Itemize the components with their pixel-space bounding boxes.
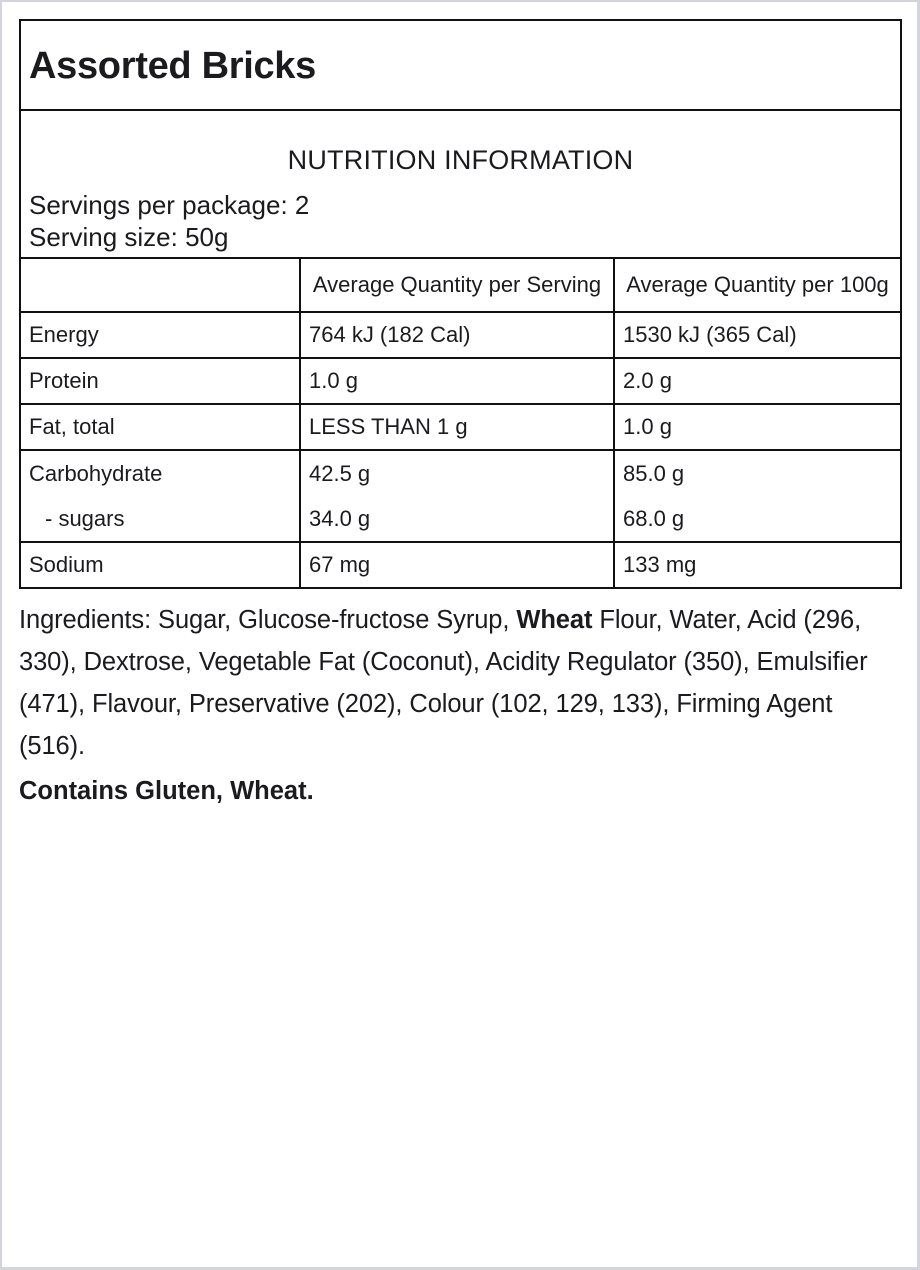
nutrition-heading: NUTRITION INFORMATION (287, 145, 634, 175)
column-header-per-serving: Average Quantity per Serving (300, 258, 614, 312)
servings-per-package: Servings per package: 2 (29, 190, 310, 220)
per-100g-value: 85.0 g (623, 461, 685, 486)
nutrition-panel (19, 111, 902, 589)
column-header-nutrient (21, 258, 300, 312)
table-row-sodium (21, 542, 900, 587)
nutrient-name-cell (21, 450, 300, 542)
ingredients-allergen-bold: Wheat (516, 606, 593, 634)
serving-info (21, 173, 900, 257)
per-serving-value: 67 mg (300, 542, 614, 587)
per-serving-value: LESS THAN 1 g (300, 404, 614, 450)
nutrient-name: Carbohydrate (29, 461, 163, 486)
allergen-statement: Contains Gluten, Wheat. (19, 777, 314, 805)
ingredients-text (19, 599, 902, 767)
table-row-protein (21, 358, 900, 404)
sub-nutrient-name: - sugars (45, 506, 125, 531)
ingredients-prefix: Ingredients: Sugar, Glucose-fructose Syrup, (19, 606, 517, 634)
per-serving-value: 42.5 g (309, 461, 371, 486)
per-100g-value: 1530 kJ (365 Cal) (614, 312, 900, 358)
table-row-carbohydrate (21, 450, 900, 542)
table-row-fat-total (21, 404, 900, 450)
per-serving-value: 1.0 g (300, 358, 614, 404)
table-row-energy (21, 312, 900, 358)
table-header-row (21, 258, 900, 312)
nutrition-label-panel (19, 19, 902, 809)
title-box (19, 19, 902, 111)
per-100g-value: 133 mg (614, 542, 900, 587)
per-100g-value: 1.0 g (614, 404, 900, 450)
per-serving-value: 764 kJ (182 Cal) (300, 312, 614, 358)
product-title: Assorted Bricks (29, 44, 316, 87)
nutrient-name: Protein (21, 358, 300, 404)
nutrient-name: Sodium (21, 542, 300, 587)
per-serving-cell (300, 450, 614, 542)
nutrient-name: Energy (21, 312, 300, 358)
ingredients-suffix: Flour, Water, Acid (296, 330), Dextrose, Vegetable Fat (Coconut), Acidity Regulator (350), Emulsifier (471), Flavour, Preservative (202), Colour (102, 129, 133), Firming Agent (516). (19, 606, 868, 760)
sub-per-100g-value: 68.0 g (623, 506, 685, 531)
serving-size: Serving size: 50g (29, 222, 229, 252)
column-header-per-100g: Average Quantity per 100g (614, 258, 900, 312)
sub-per-serving-value: 34.0 g (309, 506, 371, 531)
per-100g-cell (614, 450, 900, 542)
per-100g-value: 2.0 g (614, 358, 900, 404)
nutrition-table (21, 257, 900, 587)
nutrient-name: Fat, total (21, 404, 300, 450)
